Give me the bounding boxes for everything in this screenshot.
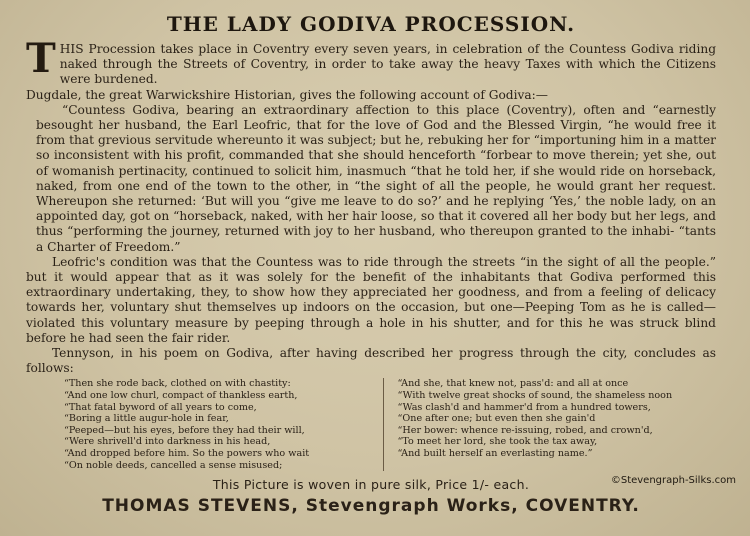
verse-line: “And one low churl, compact of thankless earth, — [64, 390, 298, 402]
poem-verses — [26, 378, 716, 471]
verse-line: “Was clash'd and hammer'd from a hundred towers, — [397, 401, 651, 413]
verse-line: “And she, that knew not, pass'd: and all at once — [397, 378, 629, 390]
copyright-watermark: ©Stevengraph-Silks.com — [610, 475, 736, 486]
verse-line: “That fatal byword of all years to come, — [64, 401, 257, 413]
drop-cap: T — [26, 35, 56, 82]
publisher-footer: THOMAS STEVENS, Stevengraph Works, COVENTRY. — [102, 496, 640, 517]
verse-line: “Were shrivell'd into darkness in his head, — [64, 436, 271, 448]
verse-line: “To meet her lord, she took the tax away, — [397, 436, 598, 448]
verse-column-right — [383, 378, 717, 471]
verse-line: “And dropped before him. So the powers who wait — [64, 448, 310, 460]
leofric-paragraph: Leofric's condition was that the Countess was to ride through the streets “in the sight of all the people.” but it would appear that as it was solely for the benefit of the inhabitants that Godiva performed this extraordinary undertaking, they, to show how they appreciated her goodness, and from a feeling of delicacy towards her, voluntary shut themselves up indoors on the occasion, but one—Peeping Tom as he is called—violated this voluntary measure by peeping through a hole in his shutter, and for this he was struck blind before he had seen the fair rider. — [26, 254, 716, 345]
verse-column-left — [26, 378, 383, 471]
dugdale-paragraph: Dugdale, the great Warwickshire Historian, gives the following account of Godiva:— — [26, 87, 548, 102]
verse-line: “Her bower: whence re-issuing, robed, and crown'd, — [397, 424, 653, 436]
tennyson-paragraph: Tennyson, in his poem on Godiva, after having described her progress through the city, concludes as follows: — [26, 346, 716, 376]
intro-text: HIS Procession takes place in Coventry every seven years, in celebration of the Countess Godiva riding naked through the Streets of Coventry, in order to take away the heavy Taxes with which the Citizens were burdened. — [59, 42, 716, 87]
price-line: This Picture is woven in pure silk, Price 1/- each. — [212, 477, 530, 493]
verse-line: “One after one; but even then she gain'd — [397, 413, 596, 425]
verse-line: “Peeped—but his eyes, before they had their will, — [64, 424, 305, 436]
document-title: THE LADY GODIVA PROCESSION. — [166, 12, 576, 36]
verse-line: “On noble deeds, cancelled a sense misused; — [64, 459, 283, 471]
verse-line: “Boring a little augur-hole in fear, — [64, 413, 229, 425]
dugdale-quote: “Countess Godiva, bearing an extraordinary affection to this place (Coventry), often and “earnestly besought her husband, the Earl Leofric, that for the love of God and the Blessed Virgin, “he would free it from that grevious servitude whereunto it was subject; but he, rebuking her for “importuning him in a matter so inconsistent with his profit, commanded that she should henceforth “forbear to move therein; yet she, out of womanish pertinacity, continued to solicit him, inasmuch “that he told her, if she would ride on horseback, naked, from one end of the town to the other, in “the sight of all the people, he would grant her request. Whereupon she returned: ‘But will you “give me leave to do so?’ and he replying ‘Yes,’ the noble lady, on an appointed day, got on “horseback, naked, with her hair loose, so that it covered all her body but her legs, and thus “performing the journey, returned with joy to her husband, who thereupon granted to the inhabi- “tants a Charter of Freedom.” — [36, 102, 716, 254]
verse-line: “And built herself an everlasting name.” — [397, 448, 593, 460]
verse-line: “Then she rode back, clothed on with chastity: — [64, 378, 291, 390]
verse-line: “With twelve great shocks of sound, the shameless noon — [397, 390, 673, 402]
intro-paragraph — [26, 35, 716, 88]
